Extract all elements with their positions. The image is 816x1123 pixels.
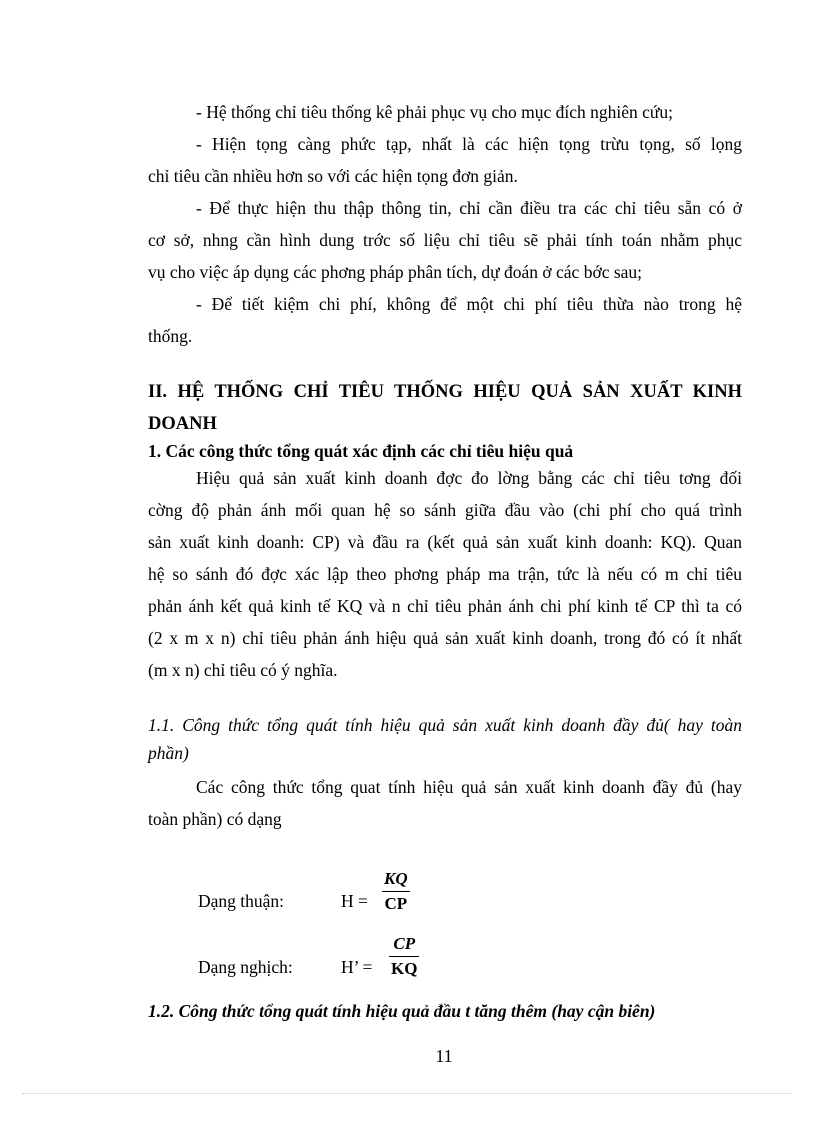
sub-subsection-heading: 1.2. Công thức tổng quát tính hiệu quả đầu t tăng thêm (hay cận biên) xyxy=(148,1001,656,1021)
fraction-thuan xyxy=(382,869,410,914)
formula-lhs-nghich: H’ = xyxy=(341,957,373,977)
fraction-nghich xyxy=(389,934,419,979)
fraction-denominator: CP xyxy=(384,894,408,913)
paragraph-line: toàn phần) có dạng xyxy=(148,809,282,829)
bullet-requirement-cost: - Để tiết kiệm chi phí, không để một chi phí tiêu thừa nào trong hệ xyxy=(196,294,742,314)
formula-lhs-thuan: H = xyxy=(341,891,368,911)
paragraph-line: cờng độ phản ánh mối quan hệ so sánh giữa đầu vào (chi phí cho quá trình xyxy=(148,500,742,520)
subsection-heading: 1. Các công thức tổng quát xác định các chỉ tiêu hiệu quả xyxy=(148,441,574,461)
paragraph-line: Hiệu quả sản xuất kinh doanh đợc đo lờng bằng các chỉ tiêu tơng đối xyxy=(196,468,742,488)
fraction-denominator: KQ xyxy=(391,959,418,978)
section-heading: II. HỆ THỐNG CHỈ TIÊU THỐNG HIỆU QUẢ SẢN XUẤT KINH xyxy=(148,382,742,402)
paragraph-line: chỉ tiêu cần nhiều hơn so với các hiện tọng đơn giản. xyxy=(148,166,518,186)
bullet-requirement-collection: - Để thực hiện thu thập thông tin, chỉ cần điều tra các chỉ tiêu sẵn có ở xyxy=(196,198,742,218)
page-number: 11 xyxy=(435,1046,453,1066)
fraction-bar xyxy=(382,891,410,892)
fraction-numerator: CP xyxy=(393,934,416,953)
fraction-bar xyxy=(389,956,419,957)
formula-label-thuan: Dạng thuận: xyxy=(198,891,285,911)
bullet-requirement-complexity: - Hiện tọng càng phức tạp, nhất là các hiện tọng trừu tọng, số lọng xyxy=(196,134,742,154)
page-border-dotted xyxy=(22,1093,792,1094)
paragraph-line: hệ so sánh đó đợc xác lập theo phơng pháp ma trận, tức là nếu có m chỉ tiêu xyxy=(148,564,742,584)
bullet-requirement-purpose: - Hệ thống chỉ tiêu thống kê phải phục vụ cho mục đích nghiên cứu; xyxy=(196,102,674,122)
sub-subsection-heading-cont: phần) xyxy=(148,743,189,763)
paragraph-line: sản xuất kinh doanh: CP) và đầu ra (kết quả sản xuất kinh doanh: KQ). Quan xyxy=(148,532,742,552)
sub-subsection-heading: 1.1. Công thức tổng quát tính hiệu quả sản xuất kinh doanh đầy đủ( hay toàn xyxy=(148,715,742,735)
paragraph-line: (2 x m x n) chỉ tiêu phản ánh hiệu quả sản xuất kinh doanh, trong đó có ít nhất xyxy=(148,628,742,648)
paragraph-line: vụ cho việc áp dụng các phơng pháp phân tích, dự đoán ở các bớc sau; xyxy=(148,262,643,282)
paragraph-line: cơ sở, nhng cần hình dung trớc số liệu chỉ tiêu sẽ phải tính toán nhằm phục xyxy=(148,230,742,250)
paragraph-line: (m x n) chỉ tiêu có ý nghĩa. xyxy=(148,660,338,680)
formula-label-nghich: Dạng nghịch: xyxy=(198,957,293,977)
fraction-numerator: KQ xyxy=(384,869,408,888)
paragraph-line: Các công thức tổng quat tính hiệu quả sản xuất kinh doanh đầy đủ (hay xyxy=(196,777,742,797)
paragraph-line: phản ánh kết quả kinh tế KQ và n chỉ tiêu phản ánh chi phí kinh tế CP thì ta có xyxy=(148,596,742,616)
section-heading-cont: DOANH xyxy=(148,414,217,434)
paragraph-line: thống. xyxy=(148,326,193,346)
